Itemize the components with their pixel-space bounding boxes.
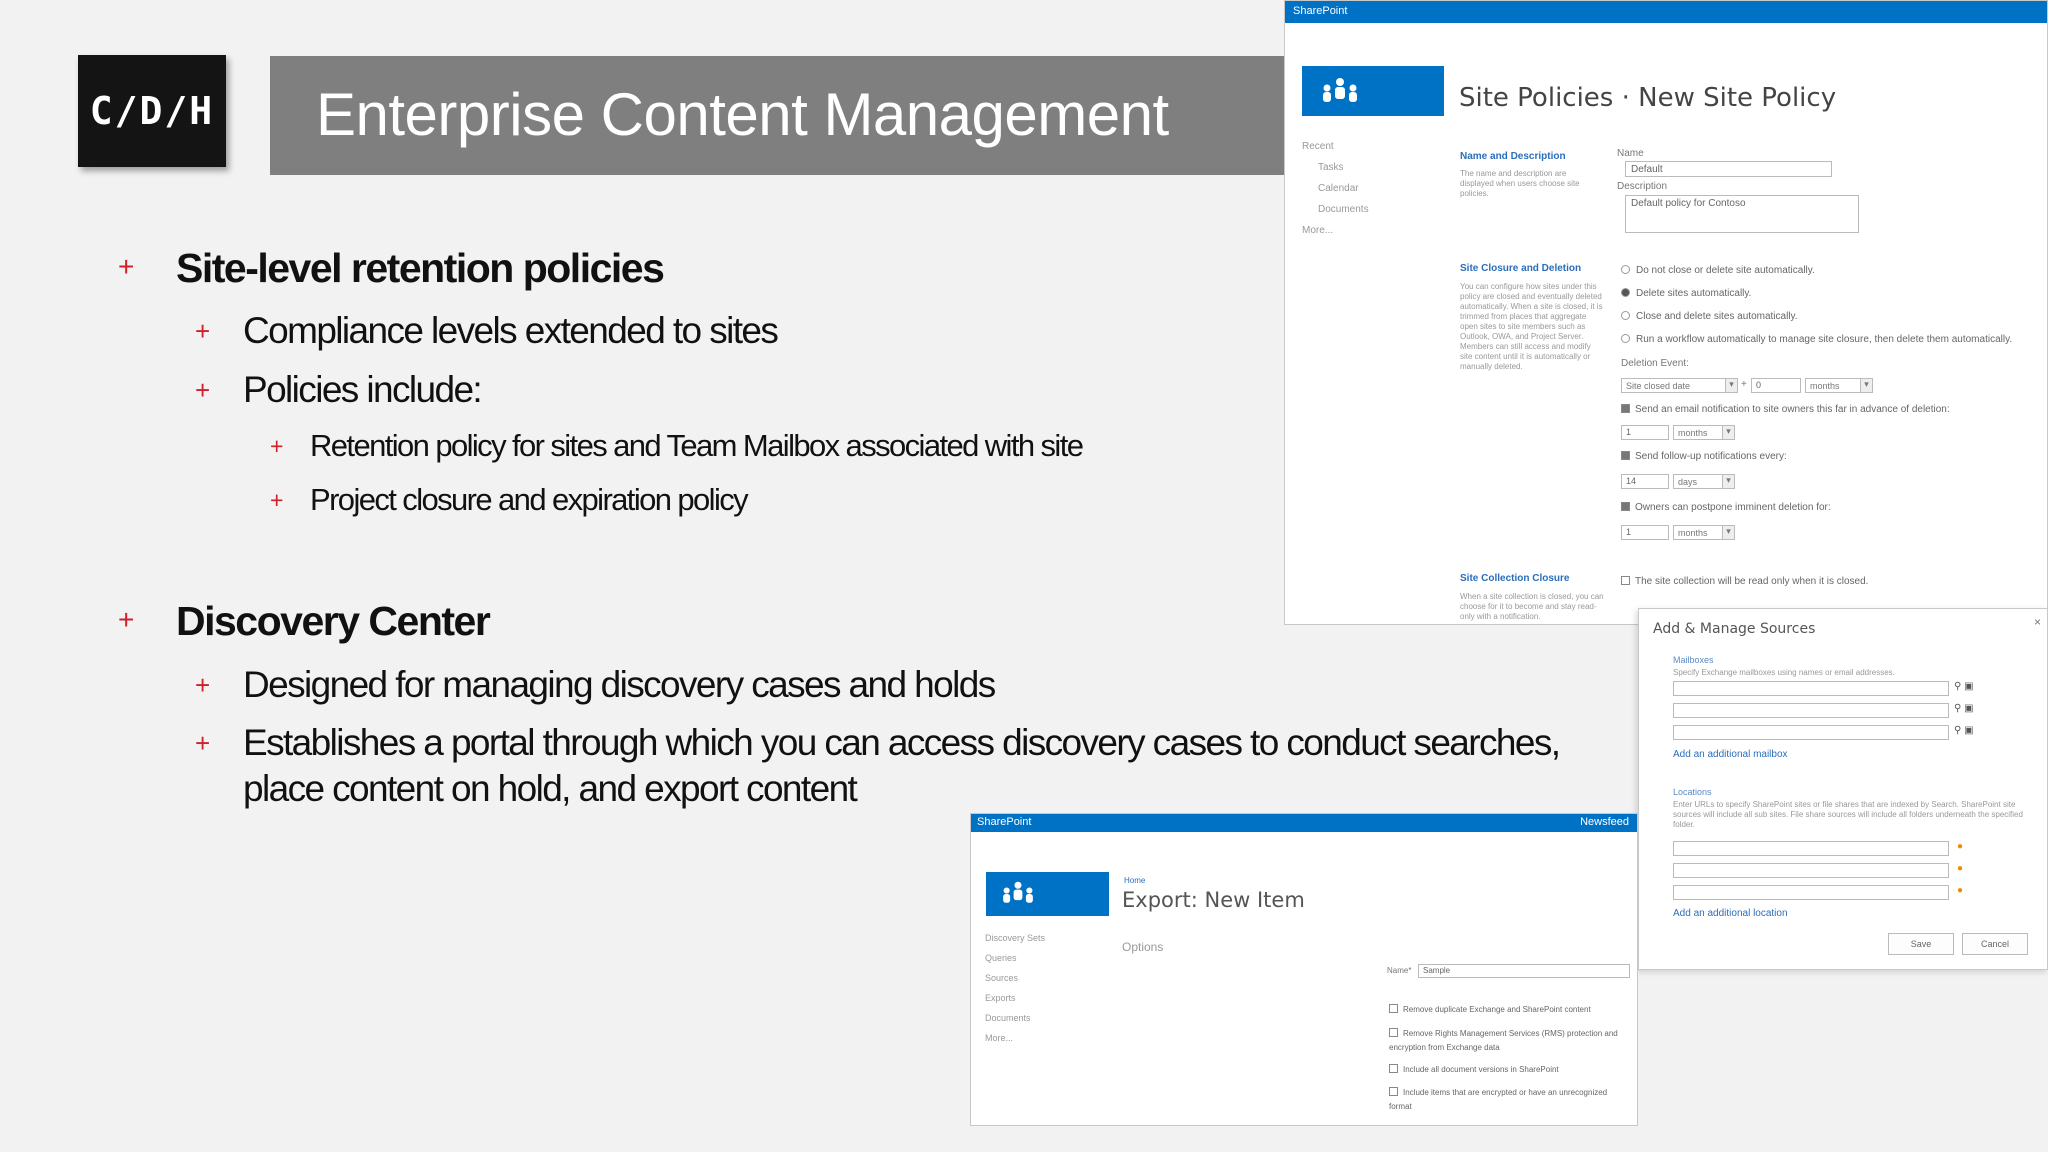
- nav-more[interactable]: More...: [1302, 225, 1334, 236]
- add-mailbox-link[interactable]: Add an additional mailbox: [1673, 749, 1788, 760]
- bullet-text: Policies include:: [243, 369, 482, 410]
- bullet-marker: +: [270, 487, 284, 513]
- bullet-text: Retention policy for sites and Team Mailbox associated with site: [310, 428, 1083, 463]
- followup-amount-input[interactable]: 14: [1621, 474, 1669, 489]
- mailbox-input-2[interactable]: [1673, 703, 1949, 718]
- bullet-marker: +: [270, 433, 284, 459]
- status-dot-icon: ●: [1957, 841, 1964, 852]
- nav-tasks[interactable]: Tasks: [1318, 162, 1344, 173]
- closure-section-heading: Site Closure and Deletion: [1460, 263, 1582, 274]
- notify-unit-select[interactable]: months ▾: [1673, 425, 1735, 440]
- followup-checkbox[interactable]: Send follow-up notifications every:: [1621, 451, 1787, 462]
- followup-unit-select[interactable]: days ▾: [1673, 474, 1735, 489]
- option-delete-automatically[interactable]: Delete sites automatically.: [1621, 288, 1751, 299]
- sharepoint-bar: [1285, 1, 2047, 23]
- cancel-button[interactable]: Cancel: [1962, 933, 2028, 955]
- location-input-3[interactable]: [1673, 885, 1949, 900]
- newsfeed-link[interactable]: Newsfeed: [1580, 816, 1629, 828]
- locations-text: Enter URLs to specify SharePoint sites or file shares that are indexed by Search. SharePoint site sources will include all sub sites. File share sources will include all folders underneath the specified folder.: [1673, 800, 2023, 829]
- bullet-marker: +: [195, 728, 211, 758]
- manage-sources-dialog: [1638, 608, 2048, 970]
- bullet-text: place content on hold, and export content: [243, 768, 857, 809]
- bullet-marker: +: [118, 604, 135, 635]
- breadcrumb[interactable]: Home: [1124, 876, 1146, 885]
- nav-sources[interactable]: Sources: [985, 973, 1019, 983]
- nav-calendar[interactable]: Calendar: [1318, 183, 1359, 194]
- notify-checkbox[interactable]: Send an email notification to site owners this far in advance of deletion:: [1621, 404, 1950, 415]
- nav-exports[interactable]: Exports: [985, 993, 1016, 1003]
- mailbox-input-1[interactable]: [1673, 681, 1949, 696]
- nav-documents[interactable]: Documents: [985, 1013, 1031, 1023]
- bullet-marker: +: [195, 316, 211, 346]
- include-versions-checkbox[interactable]: Include all document versions in SharePoint: [1389, 1064, 1559, 1074]
- sharepoint-bar: [971, 814, 1637, 832]
- bullet-policies-include: [195, 369, 482, 411]
- bullet-establishes-portal: [195, 722, 1560, 764]
- bullet-text: Compliance levels extended to sites: [243, 310, 778, 351]
- bullet-text: Designed for managing discovery cases and holds: [243, 664, 995, 705]
- bullet-compliance: [195, 310, 778, 352]
- site-policy-screenshot: [1284, 0, 2048, 625]
- title-bar: [270, 56, 1290, 175]
- name-section-text: The name and description are displayed when users choose site policies.: [1460, 169, 1580, 198]
- slide-title: Enterprise Content Management: [316, 81, 1169, 148]
- bullet-marker: +: [118, 251, 135, 282]
- nav-discovery-sets[interactable]: Discovery Sets: [985, 933, 1046, 943]
- name-label: Name: [1617, 148, 1644, 159]
- export-screenshot: [970, 813, 1638, 1126]
- notify-amount-input[interactable]: 1: [1621, 425, 1669, 440]
- nav-documents[interactable]: Documents: [1318, 204, 1369, 215]
- site-logo: [986, 872, 1109, 916]
- remove-rms-checkbox[interactable]: Remove Rights Management Services (RMS) protection and encryption from Exchange data: [1389, 1027, 1621, 1055]
- postpone-unit-select[interactable]: months ▾: [1673, 525, 1735, 540]
- locations-heading: Locations: [1673, 787, 1712, 797]
- bullet-site-retention: [118, 245, 664, 292]
- bullet-project-closure: [270, 482, 748, 518]
- name-input[interactable]: Sample: [1418, 964, 1630, 978]
- people-picker-icon[interactable]: ⚲ ▣: [1954, 725, 1974, 736]
- people-picker-icon[interactable]: ⚲ ▣: [1954, 681, 1974, 692]
- status-dot-icon: ●: [1957, 863, 1964, 874]
- site-policy-title: Site Policies · New Site Policy: [1459, 83, 1837, 113]
- quick-launch: [1302, 136, 1369, 241]
- collection-section-text: When a site collection is closed, you can choose for it to become and stay read-only with a notification.: [1460, 592, 1604, 621]
- collection-section-heading: Site Collection Closure: [1460, 573, 1570, 584]
- status-dot-icon: ●: [1957, 885, 1964, 896]
- option-close-and-delete[interactable]: Close and delete sites automatically.: [1621, 311, 1798, 322]
- bullet-text: Site-level retention policies: [176, 245, 664, 291]
- nav-more[interactable]: More...: [985, 1033, 1014, 1043]
- quick-launch: [985, 928, 1045, 1048]
- bullet-designed-for: [195, 664, 995, 706]
- bullet-marker: +: [195, 375, 211, 405]
- mailbox-input-3[interactable]: [1673, 725, 1949, 740]
- export-title: Export: New Item: [1122, 888, 1305, 912]
- postpone-checkbox[interactable]: Owners can postpone imminent deletion for:: [1621, 502, 1831, 513]
- bullet-text: Discovery Center: [176, 598, 490, 644]
- description-input[interactable]: Default policy for Contoso: [1625, 195, 1859, 233]
- people-picker-icon[interactable]: ⚲ ▣: [1954, 703, 1974, 714]
- mailboxes-heading: Mailboxes: [1673, 655, 1714, 665]
- name-input[interactable]: Default: [1625, 161, 1832, 177]
- nav-recent[interactable]: Recent: [1302, 141, 1334, 152]
- mailboxes-text: Specify Exchange mailboxes using names or email addresses.: [1673, 668, 1895, 677]
- option-run-workflow[interactable]: Run a workflow automatically to manage site closure, then delete them automatically.: [1621, 334, 2012, 345]
- name-label: Name*: [1387, 966, 1412, 975]
- bullet-marker: +: [195, 670, 211, 700]
- sharepoint-brand: SharePoint: [1293, 5, 1348, 17]
- remove-duplicates-checkbox[interactable]: Remove duplicate Exchange and SharePoint content: [1389, 1004, 1591, 1014]
- cdh-logo: C/D/H: [78, 55, 226, 167]
- bullet-text: Establishes a portal through which you can access discovery cases to conduct searches,: [243, 722, 1560, 763]
- sharepoint-brand: SharePoint: [977, 816, 1032, 828]
- people-icon: [996, 880, 1040, 908]
- deletion-event-label: Deletion Event:: [1621, 358, 1689, 369]
- deletion-amount-input[interactable]: 0: [1751, 378, 1801, 393]
- deletion-unit-select[interactable]: months ▾: [1805, 378, 1873, 393]
- location-input-1[interactable]: [1673, 841, 1949, 856]
- options-heading: Options: [1122, 940, 1164, 954]
- bullet-discovery-center: [118, 598, 490, 645]
- closure-section-text: You can configure how sites under this policy are closed and eventually deleted automatically. When a site is closed, it is trimmed from places that aggregate open sites to site members such as Outlook, OWA, and Project Server. Members can still access and modify site content until it is automatically or manually deleted.: [1460, 282, 1603, 371]
- save-button[interactable]: Save: [1888, 933, 1954, 955]
- dialog-title: Add & Manage Sources: [1653, 621, 1816, 637]
- people-icon: [1316, 76, 1364, 108]
- name-section-heading: Name and Description: [1460, 151, 1566, 162]
- read-only-checkbox[interactable]: The site collection will be read only when it is closed.: [1621, 576, 1868, 587]
- location-input-2[interactable]: [1673, 863, 1949, 878]
- add-location-link[interactable]: Add an additional location: [1673, 908, 1788, 919]
- bullet-retention-policy: [270, 428, 1083, 464]
- close-icon[interactable]: ×: [2033, 615, 2041, 629]
- site-logo: [1302, 66, 1444, 116]
- description-label: Description: [1617, 181, 1668, 192]
- bullet-text: Project closure and expiration policy: [310, 482, 748, 517]
- option-do-not-close[interactable]: Do not close or delete site automatically.: [1621, 265, 1815, 276]
- deletion-event-select[interactable]: Site closed date ▾: [1621, 378, 1738, 393]
- bullet-continuation: [243, 768, 856, 810]
- plus-sign: +: [1741, 379, 1747, 390]
- nav-queries[interactable]: Queries: [985, 953, 1017, 963]
- postpone-amount-input[interactable]: 1: [1621, 525, 1669, 540]
- include-encrypted-checkbox[interactable]: Include items that are encrypted or have an unrecognized format: [1389, 1086, 1621, 1114]
